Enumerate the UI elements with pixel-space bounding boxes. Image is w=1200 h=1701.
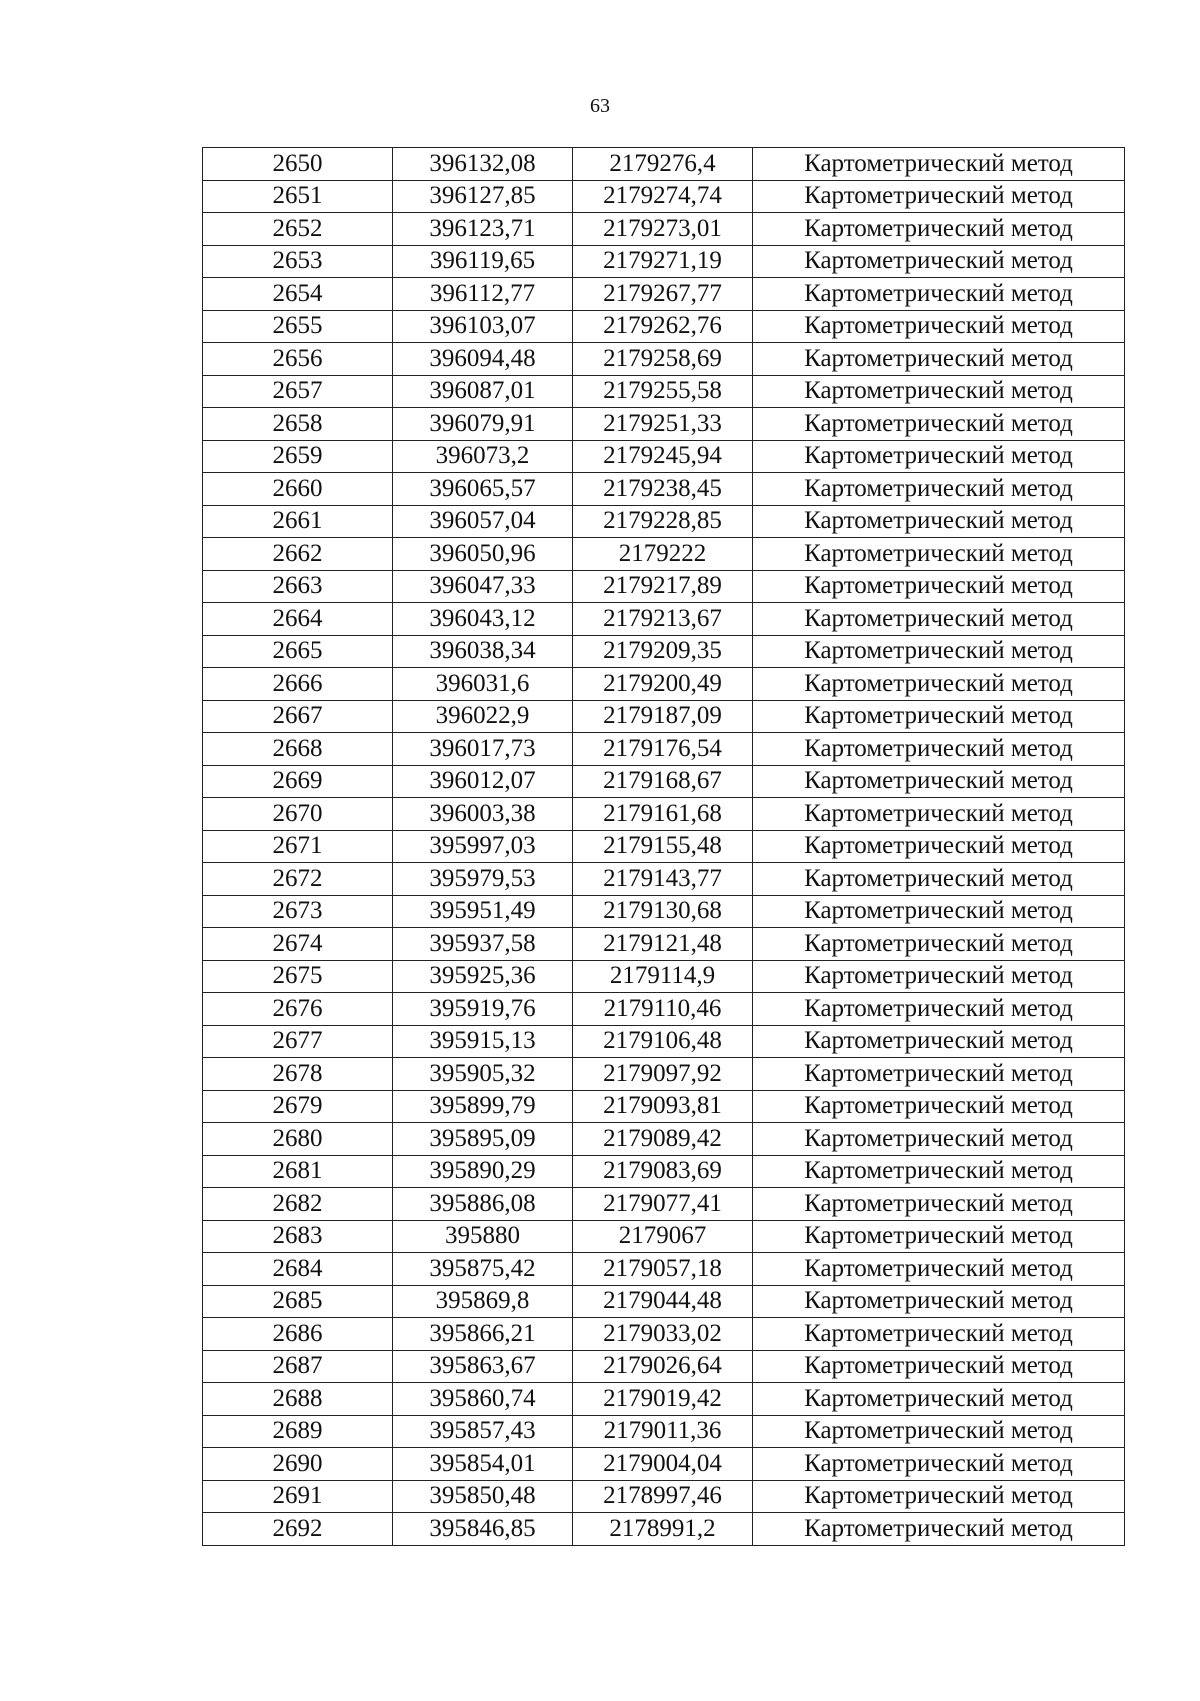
table-row: [203, 668, 1125, 701]
x-coordinate-cell: 395857,43: [393, 1415, 573, 1448]
x-coordinate-cell: 396012,07: [393, 765, 573, 798]
table-row: [203, 1253, 1125, 1286]
point-number-cell: 2666: [203, 668, 393, 701]
y-coordinate-cell: 2179271,19: [573, 245, 753, 278]
method-cell: Картометрический метод: [753, 1220, 1125, 1253]
point-number-cell: 2683: [203, 1220, 393, 1253]
method-cell: Картометрический метод: [753, 1350, 1125, 1383]
table-row: [203, 1188, 1125, 1221]
method-cell: Картометрический метод: [753, 440, 1125, 473]
table-row: [203, 895, 1125, 928]
point-number-cell: 2674: [203, 928, 393, 961]
x-coordinate-cell: 396057,04: [393, 505, 573, 538]
y-coordinate-cell: 2179245,94: [573, 440, 753, 473]
method-cell: Картометрический метод: [753, 993, 1125, 1026]
y-coordinate-cell: 2179155,48: [573, 830, 753, 863]
x-coordinate-cell: 395895,09: [393, 1123, 573, 1156]
point-number-cell: 2654: [203, 278, 393, 311]
y-coordinate-cell: 2179083,69: [573, 1155, 753, 1188]
table-row: [203, 1513, 1125, 1546]
method-cell: Картометрический метод: [753, 1513, 1125, 1546]
y-coordinate-cell: 2179267,77: [573, 278, 753, 311]
y-coordinate-cell: 2179114,9: [573, 960, 753, 993]
y-coordinate-cell: 2179276,4: [573, 148, 753, 181]
page-number: 63: [590, 95, 610, 117]
y-coordinate-cell: 2179161,68: [573, 798, 753, 831]
method-cell: Картометрический метод: [753, 928, 1125, 961]
x-coordinate-cell: 396065,57: [393, 473, 573, 506]
method-cell: Картометрический метод: [753, 1383, 1125, 1416]
x-coordinate-cell: 396073,2: [393, 440, 573, 473]
point-number-cell: 2686: [203, 1318, 393, 1351]
table-row: [203, 245, 1125, 278]
table-row: [203, 538, 1125, 571]
x-coordinate-cell: 395937,58: [393, 928, 573, 961]
method-cell: Картометрический метод: [753, 700, 1125, 733]
point-number-cell: 2656: [203, 343, 393, 376]
method-cell: Картометрический метод: [753, 473, 1125, 506]
x-coordinate-cell: 396103,07: [393, 310, 573, 343]
table-row: [203, 765, 1125, 798]
point-number-cell: 2671: [203, 830, 393, 863]
point-number-cell: 2691: [203, 1480, 393, 1513]
y-coordinate-cell: 2179026,64: [573, 1350, 753, 1383]
table-row: [203, 1415, 1125, 1448]
method-cell: Картометрический метод: [753, 1285, 1125, 1318]
y-coordinate-cell: 2179273,01: [573, 213, 753, 246]
method-cell: Картометрический метод: [753, 148, 1125, 181]
method-cell: Картометрический метод: [753, 180, 1125, 213]
method-cell: Картометрический метод: [753, 1480, 1125, 1513]
table-row: [203, 1480, 1125, 1513]
method-cell: Картометрический метод: [753, 408, 1125, 441]
method-cell: Картометрический метод: [753, 375, 1125, 408]
x-coordinate-cell: 396094,48: [393, 343, 573, 376]
table-row: [203, 148, 1125, 181]
y-coordinate-cell: 2179228,85: [573, 505, 753, 538]
x-coordinate-cell: 395979,53: [393, 863, 573, 896]
method-cell: Картометрический метод: [753, 278, 1125, 311]
table-row: [203, 993, 1125, 1026]
point-number-cell: 2689: [203, 1415, 393, 1448]
table-row: [203, 1318, 1125, 1351]
table-row: [203, 310, 1125, 343]
table-row: [203, 1025, 1125, 1058]
method-cell: Картометрический метод: [753, 310, 1125, 343]
y-coordinate-cell: 2179089,42: [573, 1123, 753, 1156]
table-row: [203, 278, 1125, 311]
method-cell: Картометрический метод: [753, 1448, 1125, 1481]
y-coordinate-cell: 2179255,58: [573, 375, 753, 408]
point-number-cell: 2665: [203, 635, 393, 668]
point-number-cell: 2657: [203, 375, 393, 408]
table-row: [203, 1285, 1125, 1318]
method-cell: Картометрический метод: [753, 245, 1125, 278]
method-cell: Картометрический метод: [753, 863, 1125, 896]
point-number-cell: 2673: [203, 895, 393, 928]
y-coordinate-cell: 2179004,04: [573, 1448, 753, 1481]
table-row: [203, 473, 1125, 506]
point-number-cell: 2652: [203, 213, 393, 246]
point-number-cell: 2678: [203, 1058, 393, 1091]
method-cell: Картометрический метод: [753, 538, 1125, 571]
table-row: [203, 733, 1125, 766]
point-number-cell: 2651: [203, 180, 393, 213]
point-number-cell: 2676: [203, 993, 393, 1026]
point-number-cell: 2672: [203, 863, 393, 896]
y-coordinate-cell: 2179057,18: [573, 1253, 753, 1286]
point-number-cell: 2658: [203, 408, 393, 441]
method-cell: Картометрический метод: [753, 1253, 1125, 1286]
point-number-cell: 2690: [203, 1448, 393, 1481]
table-row: [203, 1058, 1125, 1091]
table-row: [203, 440, 1125, 473]
y-coordinate-cell: 2178991,2: [573, 1513, 753, 1546]
point-number-cell: 2670: [203, 798, 393, 831]
x-coordinate-cell: 395869,8: [393, 1285, 573, 1318]
y-coordinate-cell: 2179258,69: [573, 343, 753, 376]
y-coordinate-cell: 2179093,81: [573, 1090, 753, 1123]
x-coordinate-cell: 396003,38: [393, 798, 573, 831]
point-number-cell: 2677: [203, 1025, 393, 1058]
method-cell: Картометрический метод: [753, 960, 1125, 993]
method-cell: Картометрический метод: [753, 765, 1125, 798]
y-coordinate-cell: 2179110,46: [573, 993, 753, 1026]
x-coordinate-cell: 396079,91: [393, 408, 573, 441]
method-cell: Картометрический метод: [753, 1318, 1125, 1351]
point-number-cell: 2650: [203, 148, 393, 181]
y-coordinate-cell: 2179217,89: [573, 570, 753, 603]
y-coordinate-cell: 2179033,02: [573, 1318, 753, 1351]
y-coordinate-cell: 2178997,46: [573, 1480, 753, 1513]
x-coordinate-cell: 395860,74: [393, 1383, 573, 1416]
method-cell: Картометрический метод: [753, 1415, 1125, 1448]
point-number-cell: 2684: [203, 1253, 393, 1286]
point-number-cell: 2653: [203, 245, 393, 278]
x-coordinate-cell: 396022,9: [393, 700, 573, 733]
y-coordinate-cell: 2179097,92: [573, 1058, 753, 1091]
table-row: [203, 928, 1125, 961]
point-number-cell: 2687: [203, 1350, 393, 1383]
point-number-cell: 2685: [203, 1285, 393, 1318]
method-cell: Картометрический метод: [753, 505, 1125, 538]
point-number-cell: 2688: [203, 1383, 393, 1416]
method-cell: Картометрический метод: [753, 798, 1125, 831]
point-number-cell: 2663: [203, 570, 393, 603]
table-row: [203, 1350, 1125, 1383]
point-number-cell: 2662: [203, 538, 393, 571]
y-coordinate-cell: 2179077,41: [573, 1188, 753, 1221]
y-coordinate-cell: 2179187,09: [573, 700, 753, 733]
y-coordinate-cell: 2179106,48: [573, 1025, 753, 1058]
method-cell: Картометрический метод: [753, 213, 1125, 246]
y-coordinate-cell: 2179143,77: [573, 863, 753, 896]
table-row: [203, 1123, 1125, 1156]
method-cell: Картометрический метод: [753, 895, 1125, 928]
point-number-cell: 2675: [203, 960, 393, 993]
method-cell: Картометрический метод: [753, 1188, 1125, 1221]
y-coordinate-cell: 2179251,33: [573, 408, 753, 441]
x-coordinate-cell: 395915,13: [393, 1025, 573, 1058]
table-row: [203, 798, 1125, 831]
table-row: [203, 570, 1125, 603]
method-cell: Картометрический метод: [753, 343, 1125, 376]
y-coordinate-cell: 2179200,49: [573, 668, 753, 701]
table-row: [203, 863, 1125, 896]
table-row: [203, 180, 1125, 213]
x-coordinate-cell: 395850,48: [393, 1480, 573, 1513]
point-number-cell: 2669: [203, 765, 393, 798]
point-number-cell: 2680: [203, 1123, 393, 1156]
x-coordinate-cell: 395890,29: [393, 1155, 573, 1188]
coordinates-table-body: [203, 148, 1125, 1546]
x-coordinate-cell: 396119,65: [393, 245, 573, 278]
table-row: [203, 960, 1125, 993]
y-coordinate-cell: 2179176,54: [573, 733, 753, 766]
point-number-cell: 2667: [203, 700, 393, 733]
y-coordinate-cell: 2179262,76: [573, 310, 753, 343]
x-coordinate-cell: 395886,08: [393, 1188, 573, 1221]
point-number-cell: 2660: [203, 473, 393, 506]
table-row: [203, 408, 1125, 441]
method-cell: Картометрический метод: [753, 830, 1125, 863]
x-coordinate-cell: 395905,32: [393, 1058, 573, 1091]
y-coordinate-cell: 2179019,42: [573, 1383, 753, 1416]
x-coordinate-cell: 396047,33: [393, 570, 573, 603]
method-cell: Картометрический метод: [753, 1123, 1125, 1156]
table-row: [203, 700, 1125, 733]
x-coordinate-cell: 396043,12: [393, 603, 573, 636]
x-coordinate-cell: 396087,01: [393, 375, 573, 408]
y-coordinate-cell: 2179011,36: [573, 1415, 753, 1448]
table-row: [203, 1090, 1125, 1123]
x-coordinate-cell: 396127,85: [393, 180, 573, 213]
x-coordinate-cell: 395866,21: [393, 1318, 573, 1351]
x-coordinate-cell: 396050,96: [393, 538, 573, 571]
x-coordinate-cell: 395951,49: [393, 895, 573, 928]
method-cell: Картометрический метод: [753, 1058, 1125, 1091]
point-number-cell: 2682: [203, 1188, 393, 1221]
y-coordinate-cell: 2179044,48: [573, 1285, 753, 1318]
table-row: [203, 830, 1125, 863]
table-row: [203, 1448, 1125, 1481]
method-cell: Картометрический метод: [753, 635, 1125, 668]
point-number-cell: 2661: [203, 505, 393, 538]
x-coordinate-cell: 396038,34: [393, 635, 573, 668]
table-row: [203, 375, 1125, 408]
point-number-cell: 2681: [203, 1155, 393, 1188]
method-cell: Картометрический метод: [753, 570, 1125, 603]
y-coordinate-cell: 2179213,67: [573, 603, 753, 636]
method-cell: Картометрический метод: [753, 668, 1125, 701]
x-coordinate-cell: 395846,85: [393, 1513, 573, 1546]
x-coordinate-cell: 396112,77: [393, 278, 573, 311]
x-coordinate-cell: 395863,67: [393, 1350, 573, 1383]
point-number-cell: 2679: [203, 1090, 393, 1123]
y-coordinate-cell: 2179067: [573, 1220, 753, 1253]
x-coordinate-cell: 395919,76: [393, 993, 573, 1026]
method-cell: Картометрический метод: [753, 1090, 1125, 1123]
point-number-cell: 2664: [203, 603, 393, 636]
x-coordinate-cell: 395899,79: [393, 1090, 573, 1123]
x-coordinate-cell: 396123,71: [393, 213, 573, 246]
y-coordinate-cell: 2179130,68: [573, 895, 753, 928]
y-coordinate-cell: 2179238,45: [573, 473, 753, 506]
point-number-cell: 2659: [203, 440, 393, 473]
x-coordinate-cell: 395854,01: [393, 1448, 573, 1481]
table-row: [203, 1155, 1125, 1188]
y-coordinate-cell: 2179274,74: [573, 180, 753, 213]
method-cell: Картометрический метод: [753, 1155, 1125, 1188]
y-coordinate-cell: 2179222: [573, 538, 753, 571]
coordinates-table: [202, 147, 1125, 1546]
x-coordinate-cell: 395875,42: [393, 1253, 573, 1286]
x-coordinate-cell: 395880: [393, 1220, 573, 1253]
table-row: [203, 1220, 1125, 1253]
y-coordinate-cell: 2179168,67: [573, 765, 753, 798]
method-cell: Картометрический метод: [753, 1025, 1125, 1058]
table-row: [203, 343, 1125, 376]
y-coordinate-cell: 2179121,48: [573, 928, 753, 961]
x-coordinate-cell: 395997,03: [393, 830, 573, 863]
point-number-cell: 2692: [203, 1513, 393, 1546]
method-cell: Картометрический метод: [753, 603, 1125, 636]
table-row: [203, 505, 1125, 538]
table-row: [203, 213, 1125, 246]
x-coordinate-cell: 396031,6: [393, 668, 573, 701]
x-coordinate-cell: 396017,73: [393, 733, 573, 766]
table-row: [203, 635, 1125, 668]
y-coordinate-cell: 2179209,35: [573, 635, 753, 668]
table-row: [203, 1383, 1125, 1416]
table-row: [203, 603, 1125, 636]
x-coordinate-cell: 395925,36: [393, 960, 573, 993]
point-number-cell: 2668: [203, 733, 393, 766]
point-number-cell: 2655: [203, 310, 393, 343]
method-cell: Картометрический метод: [753, 733, 1125, 766]
x-coordinate-cell: 396132,08: [393, 148, 573, 181]
